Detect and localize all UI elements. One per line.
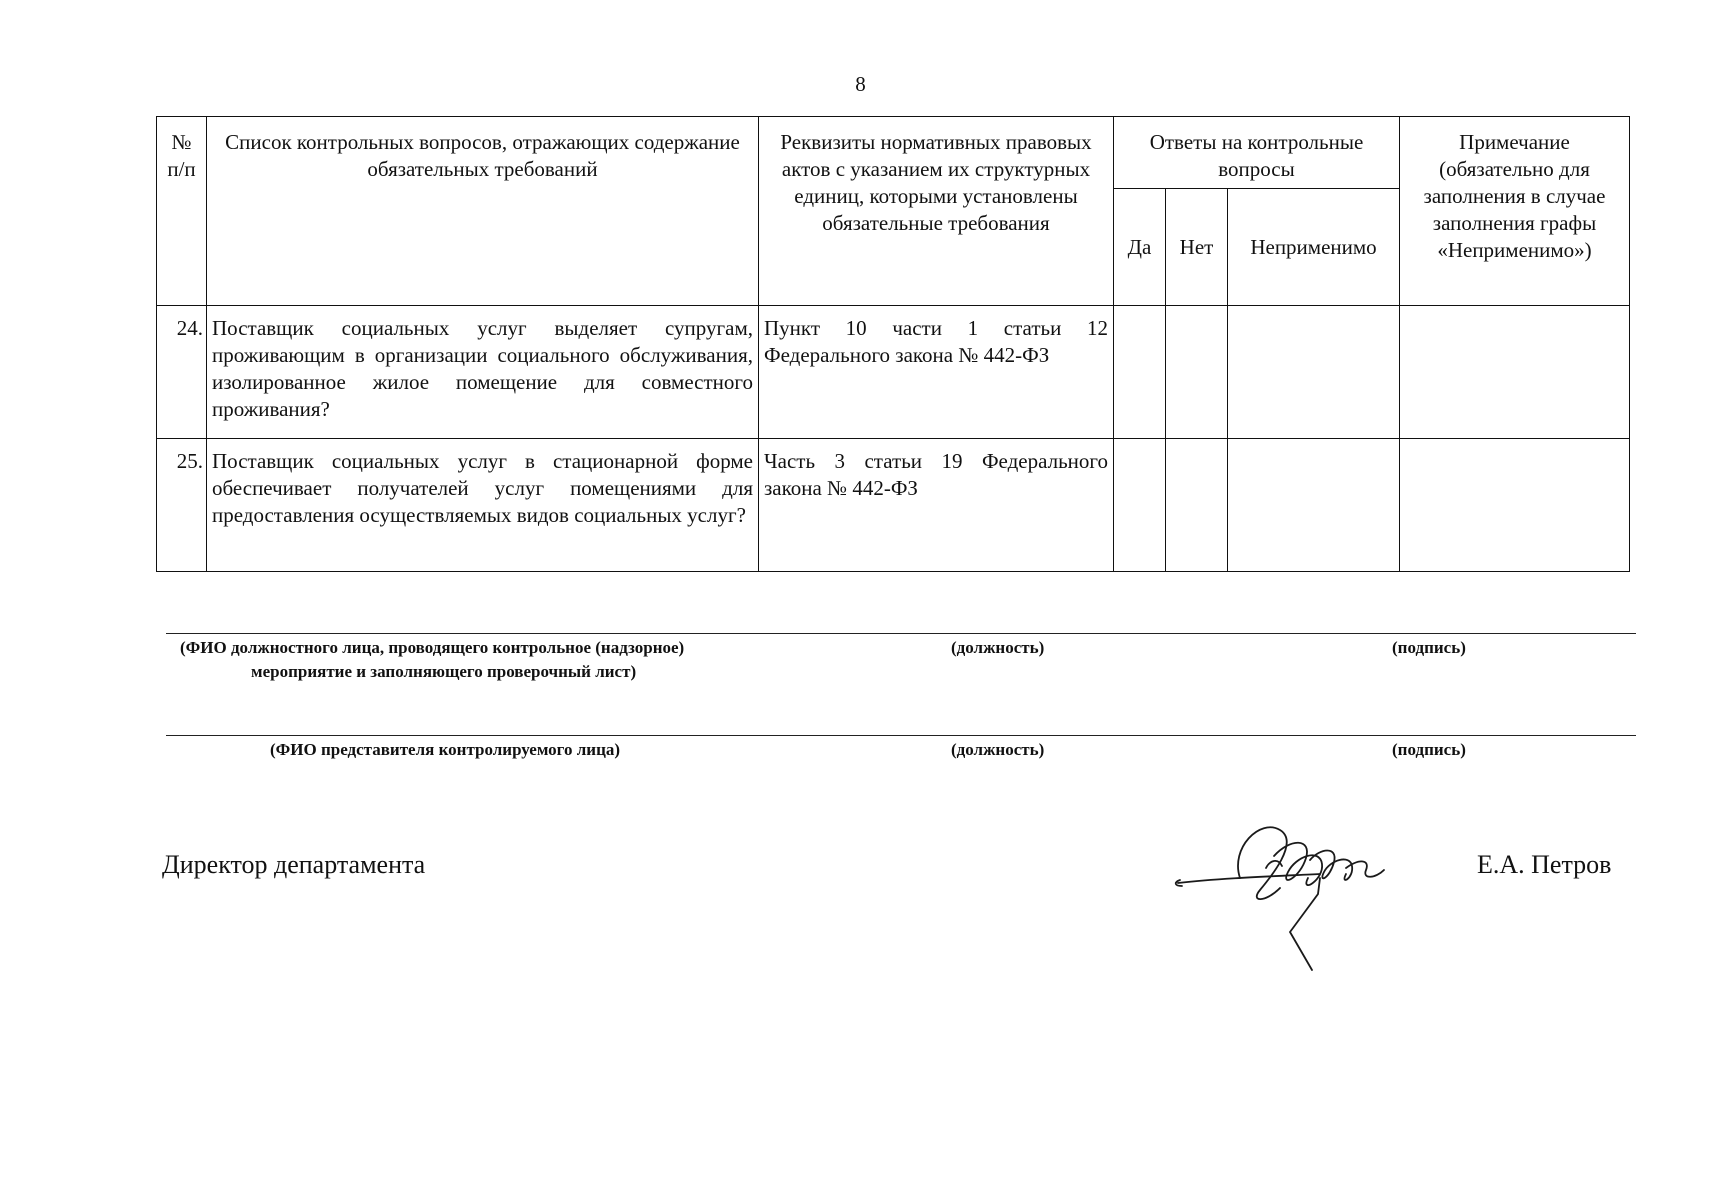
inspector-name-caption-2: мероприятие и заполняющего проверочный лист)	[251, 662, 637, 681]
row-question: Поставщик социальных услуг в стационарной форме обеспечивает получателей услуг помещениями для предоставления осуществляемых видов социальных услуг?	[207, 439, 759, 572]
note-cell[interactable]	[1400, 306, 1630, 439]
answer-yes-cell[interactable]	[1114, 439, 1166, 572]
header-answer-yes: Да	[1114, 189, 1166, 306]
handwritten-signature	[1170, 808, 1420, 973]
representative-signature-line[interactable]	[166, 735, 1636, 736]
page-number: 8	[855, 72, 866, 96]
inspector-name-caption: (ФИО должностного лица, проводящего контрольное (надзорное)	[180, 638, 685, 657]
representative-signature-caption: (подпись)	[1392, 740, 1466, 759]
header-number: № п/п	[157, 117, 207, 306]
row-legal-ref: Пункт 10 части 1 статьи 12 Федерального закона № 442-ФЗ	[759, 306, 1114, 439]
header-answers-group: Ответы на контрольные вопросы	[1114, 117, 1400, 189]
answer-na-cell[interactable]	[1228, 439, 1400, 572]
header-legal-refs: Реквизиты нормативных правовых актов с указанием их структурных единиц, которыми установлены обязательные требования	[759, 117, 1114, 306]
header-note: Примечание (обязательно для заполнения в случае заполнения графы «Неприменимо»)	[1400, 117, 1630, 306]
answer-no-cell[interactable]	[1166, 306, 1228, 439]
checklist-table	[156, 116, 1630, 572]
inspector-signature-line[interactable]	[166, 633, 1636, 634]
director-name: Е.А. Петров	[1477, 850, 1612, 879]
header-answer-no: Нет	[1166, 189, 1228, 306]
director-title: Директор департамента	[162, 850, 426, 879]
table-row	[157, 439, 1630, 572]
row-number: 25.	[157, 439, 207, 572]
header-answer-na: Неприменимо	[1228, 189, 1400, 306]
answer-na-cell[interactable]	[1228, 306, 1400, 439]
inspector-position-caption: (должность)	[951, 638, 1045, 657]
row-number: 24.	[157, 306, 207, 439]
table-row	[157, 306, 1630, 439]
answer-yes-cell[interactable]	[1114, 306, 1166, 439]
row-legal-ref: Часть 3 статьи 19 Федерального закона № 442-ФЗ	[759, 439, 1114, 572]
representative-name-caption: (ФИО представителя контролируемого лица)	[270, 740, 621, 759]
header-questions: Список контрольных вопросов, отражающих содержание обязательных требований	[207, 117, 759, 306]
inspector-signature-caption: (подпись)	[1392, 638, 1466, 657]
note-cell[interactable]	[1400, 439, 1630, 572]
answer-no-cell[interactable]	[1166, 439, 1228, 572]
row-question: Поставщик социальных услуг выделяет супругам, проживающим в организации социального обслуживания, изолированное жилое помещение для совместного проживания?	[207, 306, 759, 439]
header-row	[157, 117, 1630, 189]
representative-position-caption: (должность)	[951, 740, 1045, 759]
